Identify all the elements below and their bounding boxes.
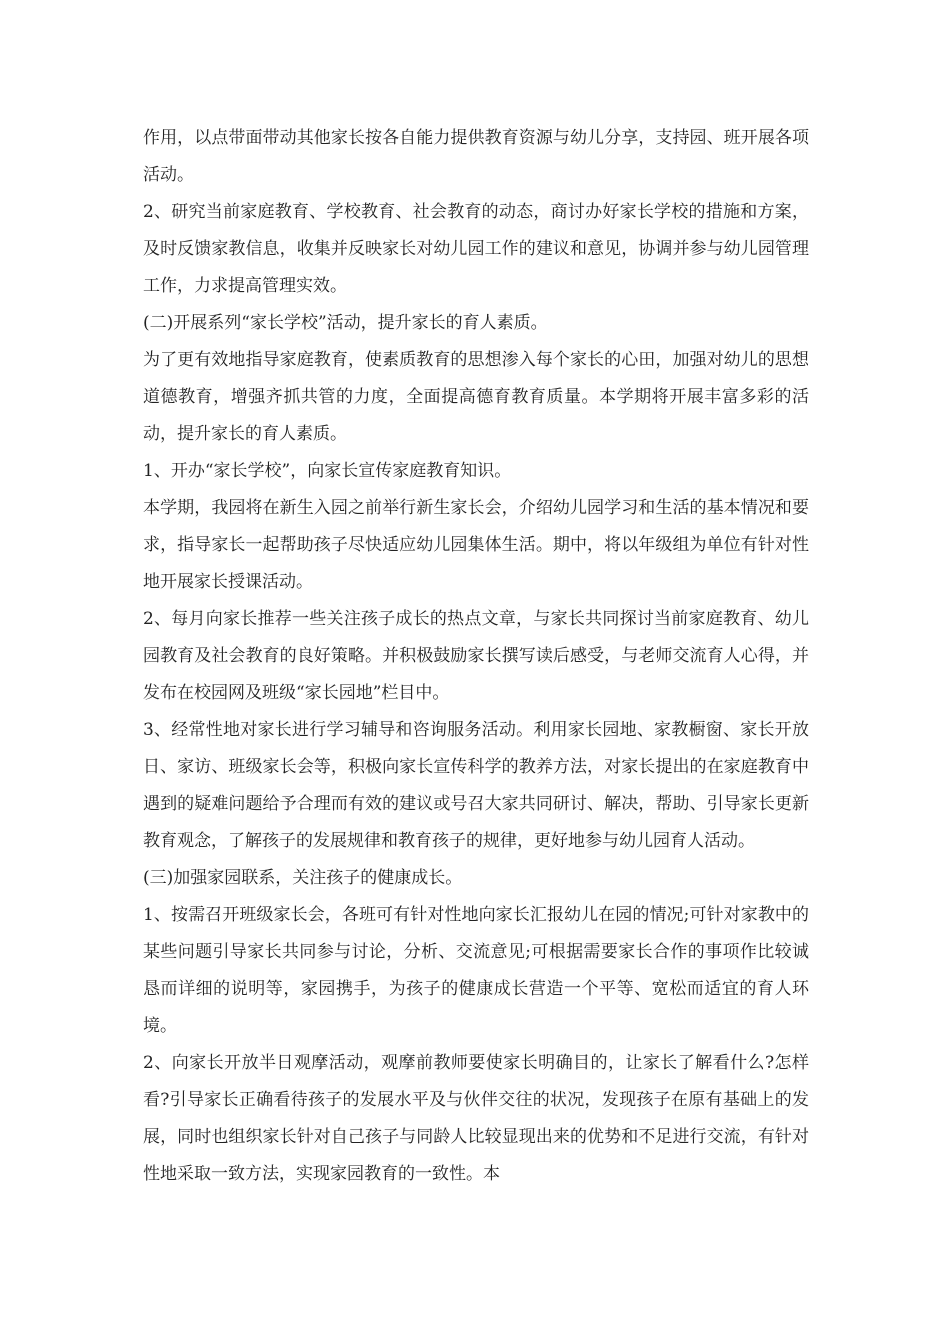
paragraph: 本学期，我园将在新生入园之前举行新生家长会，介绍幼儿园学习和生活的基本情况和要求，指导家长一起帮助孩子尽快适应幼儿园集体生活。期中，将以年级组为单位有针对性地开展家长授课活动。 [143,498,809,592]
paragraph: 1、开办“家长学校”，向家长宣传家庭教育知识。 [143,461,512,481]
section-heading: (二)开展系列“家长学校”活动，提升家长的育人素质。 [143,313,548,333]
paragraph: 1、按需召开班级家长会，各班可有针对性地向家长汇报幼儿在园的情况;可针对家教中的某些问题引导家长共同参与讨论，分析、交流意见;可根据需要家长合作的事项作比较诚恳而详细的说明等，家园携手，为孩子的健康成长营造一个平等、宽松而适宜的育人环境。 [143,905,809,1036]
paragraph: 2、每月向家长推荐一些关注孩子成长的热点文章，与家长共同探讨当前家庭教育、幼儿园教育及社会教育的良好策略。并积极鼓励家长撰写读后感受，与老师交流育人心得，并发布在校园网及班级“家长园地”栏目中。 [143,609,809,703]
section-heading: (三)加强家园联系，关注孩子的健康成长。 [143,868,463,888]
paragraph: 2、向家长开放半日观摩活动，观摩前教师要使家长明确目的，让家长了解看什么?怎样看?引导家长正确看待孩子的发展水平及与伙伴交往的状况，发现孩子在原有基础上的发展，同时也组织家长针对自己孩子与同龄人比较显现出来的优势和不足进行交流，有针对性地采取一致方法，实现家园教育的一致性。本 [143,1053,809,1184]
paragraph: 作用，以点带面带动其他家长按各自能力提供教育资源与幼儿分享，支持园、班开展各项活动。 [143,128,809,185]
document-page [143,120,809,1193]
paragraph: 为了更有效地指导家庭教育，使素质教育的思想渗入每个家长的心田，加强对幼儿的思想道德教育，增强齐抓共管的力度，全面提高德育教育质量。本学期将开展丰富多彩的活动，提升家长的育人素质。 [143,350,809,444]
paragraph: 2、研究当前家庭教育、学校教育、社会教育的动态，商讨办好家长学校的措施和方案，及时反馈家教信息，收集并反映家长对幼儿园工作的建议和意见，协调并参与幼儿园管理工作，力求提高管理实效。 [143,202,809,296]
paragraph: 3、经常性地对家长进行学习辅导和咨询服务活动。利用家长园地、家教橱窗、家长开放日、家访、班级家长会等，积极向家长宣传科学的教养方法，对家长提出的在家庭教育中遇到的疑难问题给予合理而有效的建议或号召大家共同研讨、解决，帮助、引导家长更新教育观念，了解孩子的发展规律和教育孩子的规律，更好地参与幼儿园育人活动。 [143,720,809,851]
